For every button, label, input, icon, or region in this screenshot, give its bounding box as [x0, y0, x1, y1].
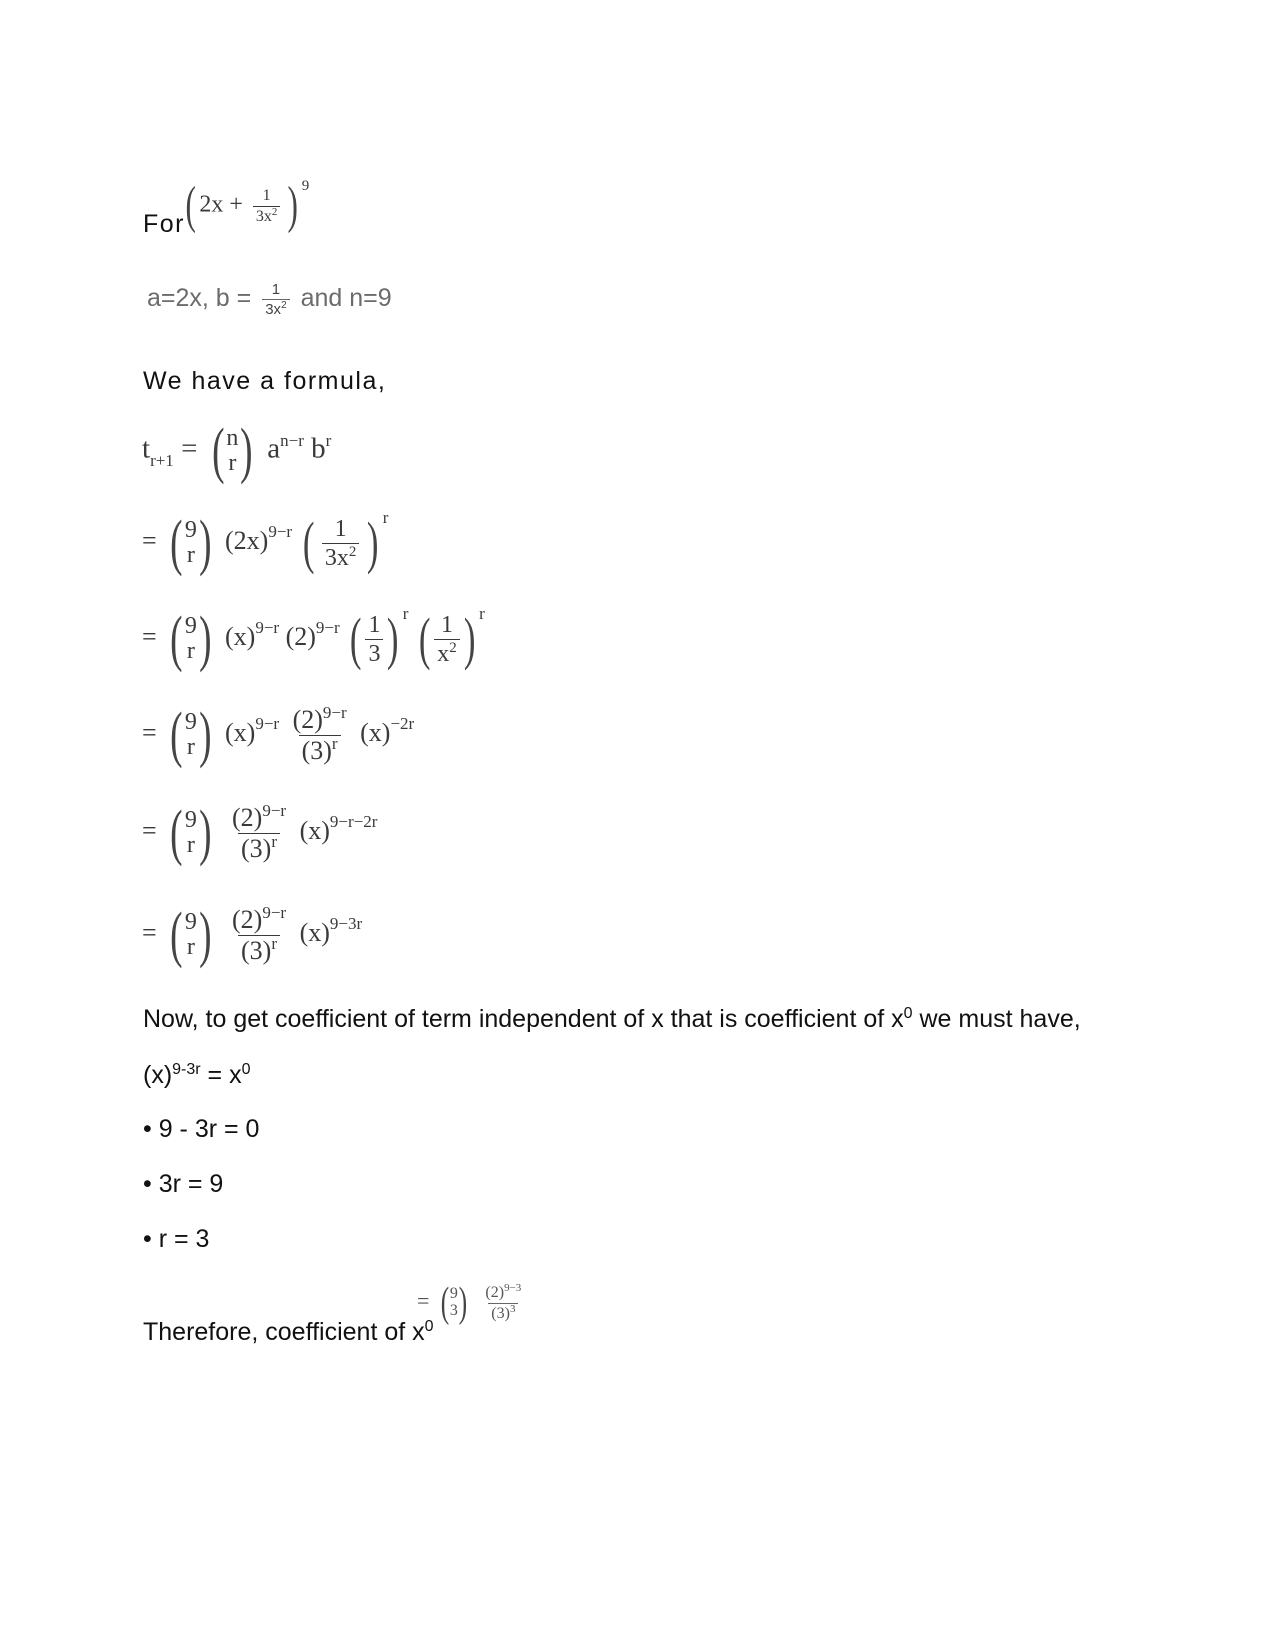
independent-term-explanation: Now, to get coefficient of term independent of x that is coefficient of $x^0$ we must have,	[143, 1005, 1081, 1033]
exponent-condition: $(x)^{9-3r} = x^0$	[143, 1061, 251, 1089]
solution-step-3: • r = 3	[143, 1225, 210, 1253]
solution-step-2: • 3r = 9	[143, 1170, 224, 1198]
conclusion-text: Therefore, coefficient of $x^0$	[143, 1318, 434, 1346]
expansion-step-2: = ( 9 r ) $(x)^{9-r}$ $(2)^{9-r}$ ( $\frac{1}{3}$ ) $^r$ ( $\frac{1}{x^2}$ ) $^r$	[142, 603, 485, 673]
for-label: For	[143, 210, 185, 238]
expansion-step-1: = ( 9 r ) $(2x)^{9-r}$ ( $\frac{1}{3x^2}$ ) $^r$	[142, 507, 389, 577]
general-term-formula: $t_{r+1}$ = ( n r ) $a^{n-r}$ $b^r$	[142, 417, 332, 485]
expansion-step-3: = ( 9 r ) $(x)^{9-r}$ $\frac{(2)^{9-r}}{(3)^r}$ $(x)^{-2r}$	[142, 701, 415, 769]
conclusion-expression: = ( 9 3 ) $\frac{(2)^{9-3}}{(3)^3}$	[417, 1280, 522, 1326]
formula-intro: We have a formula,	[143, 367, 387, 395]
binomial-expression: ( 2x + $\frac{1}{3x^2}$ ) $^9$	[185, 177, 310, 234]
expansion-step-4: = ( 9 r ) $\frac{(2)^{9-r}}{(3)^r}$ $(x)^{9-r-2r}$	[142, 799, 378, 867]
expansion-step-5: = ( 9 r ) $\frac{(2)^{9-r}}{(3)^r}$ $(x)^{9-3r}$	[142, 901, 363, 969]
variable-assignment: a=2x, b = $\frac{1}{3x^2}$ and n=9	[147, 281, 392, 318]
solution-step-1: • 9 - 3r = 0	[143, 1115, 260, 1143]
